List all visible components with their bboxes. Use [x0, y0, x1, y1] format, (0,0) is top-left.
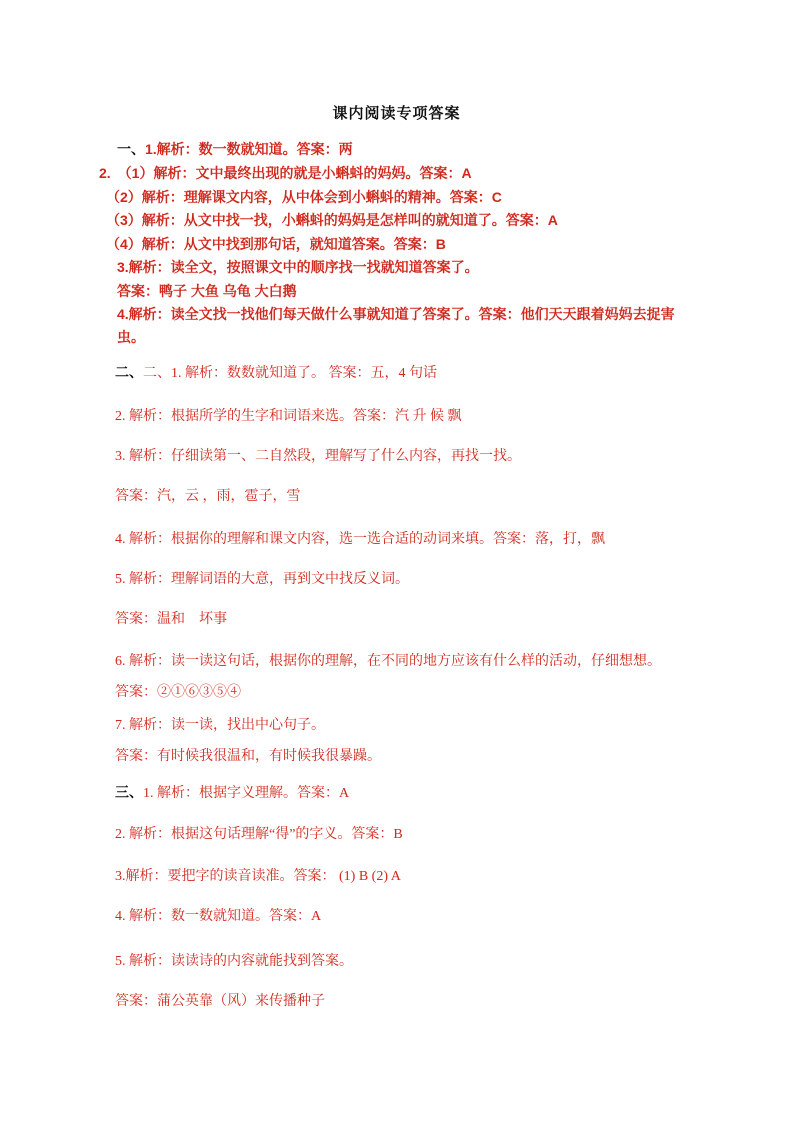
answer-line-20 — [115, 781, 349, 805]
answer-text: 1. 解析：根据字义理解。答案：A — [143, 786, 350, 801]
answer-text: 答案：鸭子 大鱼 乌龟 大白鹅 — [117, 283, 297, 299]
answer-text: 4.解析：读全文找一找他们每天做什么事就知道了答案了。答案：他们天天跟着妈妈去捉害虫。 — [117, 306, 675, 345]
answer-line-3 — [106, 186, 502, 209]
answer-text: 2. 解析：根据这句话理解“得”的字义。答案：B — [115, 827, 403, 842]
answer-line-17 — [115, 681, 241, 704]
answer-line-4 — [106, 209, 558, 232]
answer-text: 5. 解析：读读诗的内容就能找到答案。 — [115, 954, 353, 969]
answer-text: 1.解析：数一数就知道。答案：两 — [145, 141, 353, 157]
page-title: 课内阅读专项答案 — [332, 105, 461, 122]
answer-line-7 — [117, 280, 297, 303]
answer-line-24 — [115, 950, 353, 973]
answer-line-13 — [115, 528, 605, 551]
answer-line-14 — [115, 568, 409, 591]
answer-text: 2. 解析：根据所学的生字和词语来选。答案：汽 升 候 飘 — [115, 409, 462, 424]
answer-line-10 — [115, 405, 462, 428]
answer-text: 3.解析：要把字的读音读准。答案： (1) B (2) A — [115, 869, 401, 884]
answer-line-11 — [115, 445, 521, 468]
answer-text: 答案：温和 坏事 — [115, 612, 227, 627]
answer-line-12 — [115, 485, 301, 508]
section-1-label: 一、 — [117, 141, 145, 157]
answer-text: 3.解析：读全文，按照课文中的顺序找一找就知道答案了。 — [117, 259, 479, 275]
answer-line-21 — [115, 823, 403, 846]
answer-line-8 — [117, 303, 695, 349]
answer-text: 2. （1）解析：文中最终出现的就是小蝌蚪的妈妈。答案：A — [99, 165, 472, 181]
answer-line-2 — [99, 162, 472, 185]
answer-text: 6. 解析：读一读这句话，根据你的理解，在不同的地方应该有什么样的活动，仔细想想。 — [115, 654, 661, 669]
answer-text: （3）解析：从文中找一找，小蝌蚪的妈妈是怎样叫的就知道了。答案：A — [106, 212, 558, 228]
answer-text: 答案：有时候我很温和，有时候我很暴躁。 — [115, 749, 381, 764]
answer-text: 3. 解析：仔细读第一、二自然段，理解写了什么内容，再找一找。 — [115, 449, 521, 464]
answer-text: （2）解析：理解课文内容，从中体会到小蝌蚪的精神。答案：C — [106, 189, 502, 205]
answer-text: 答案：汽，云 ，雨，雹子，雪 — [115, 489, 301, 504]
answer-text: 7. 解析：读一读，找出中心句子。 — [115, 718, 325, 733]
answer-line-6 — [117, 256, 479, 279]
answer-text: 答案：蒲公英靠（风）来传播种子 — [115, 994, 325, 1009]
answer-line-18 — [115, 714, 325, 737]
answer-line-9 — [115, 361, 437, 385]
answer-text: 5. 解析：理解词语的大意，再到文中找反义词。 — [115, 572, 409, 587]
answer-text: 4. 解析：数一数就知道。答案：A — [115, 909, 322, 924]
answer-line-23 — [115, 905, 321, 928]
answer-line-15 — [115, 608, 227, 631]
answer-text: 答案：②①⑥③⑤④ — [115, 685, 241, 700]
answer-text: 二、1. 解析：数数就知道了。 答案：五，4 句话 — [143, 366, 437, 381]
answer-line-25 — [115, 990, 325, 1013]
section-3-label: 三、 — [115, 784, 143, 800]
answer-text: 4. 解析：根据你的理解和课文内容，选一选合适的动词来填。答案：落，打，飘 — [115, 532, 605, 547]
answer-text: （4）解析：从文中找到那句话，就知道答案。答案：B — [106, 236, 446, 252]
answer-line-22 — [115, 865, 401, 888]
answer-line-5 — [106, 233, 446, 256]
answer-line-16 — [115, 650, 661, 673]
answer-line-1 — [117, 138, 353, 161]
answer-line-19 — [115, 745, 381, 768]
section-2-label: 二、 — [115, 364, 143, 380]
